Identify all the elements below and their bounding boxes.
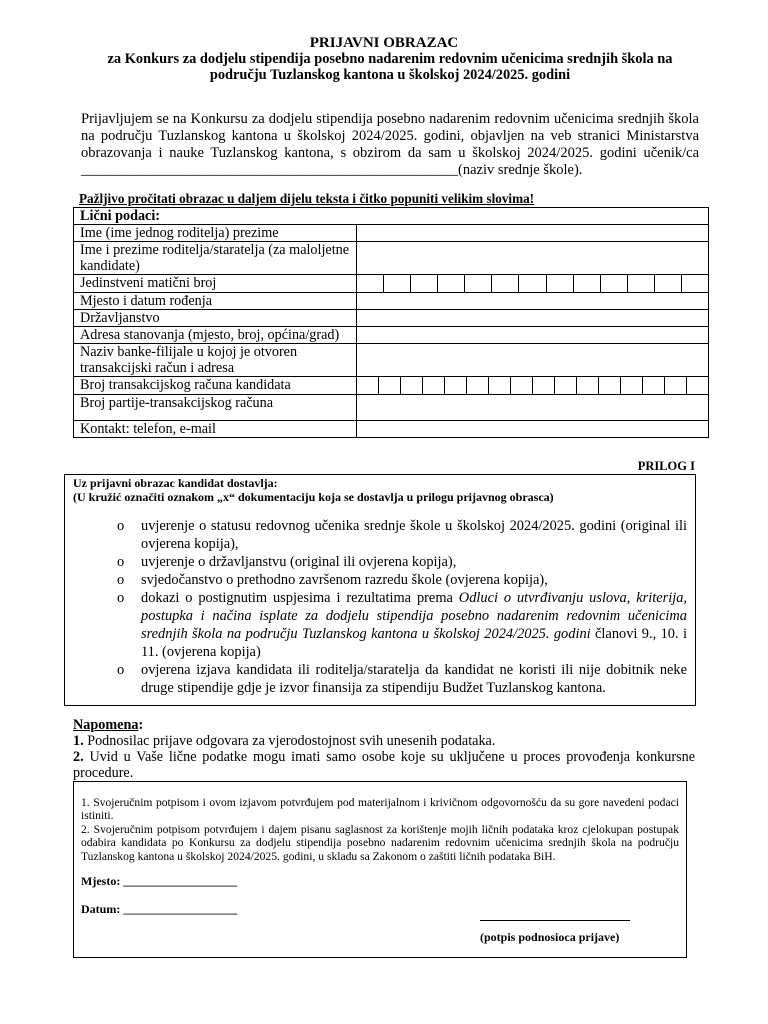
signature-line[interactable]: [480, 920, 630, 921]
documents-heading-line1: Uz prijavni obrazac kandidat dostavlja:: [73, 476, 278, 490]
declaration-1: 1. Svojeručnim potpisom i ovom izjavom potvrđujem pod materijalnom i krivičnom odgovornošću da su gore navedeni podaci istiniti.: [81, 796, 679, 823]
row-label-party: Broj partije-transakcijskog računa: [74, 395, 357, 421]
documents-heading-line2: (U kružić označiti oznakom „x“ dokumentaciju koja se dostavlja u prilogu prijavnog obrasca): [73, 490, 554, 504]
declaration-text: [81, 796, 679, 863]
note-heading: Napomena:: [73, 717, 144, 733]
citizenship-field[interactable]: [357, 310, 709, 327]
row-label-account: Broj transakcijskog računa kandidata: [74, 377, 357, 395]
account-boxes[interactable]: [357, 377, 709, 395]
birth-field[interactable]: [357, 293, 709, 310]
document-item-text: dokazi o postignutim uspjesima i rezultatima prema: [141, 590, 459, 606]
document-item[interactable]: o ovjerena izjava kandidata ili roditelja/staratelja da kandidat ne koristi ili nije dobitnik neke druge stipendije gdje je izvor finansija za stipendiju Budžet Tuzlanskog kantona.: [141, 661, 687, 697]
document-item[interactable]: [141, 589, 687, 661]
attachment-label: PRILOG I: [637, 459, 695, 473]
document-item[interactable]: o uvjerenje o državljanstvu (original ili ovjerena kopija),: [141, 553, 687, 571]
bank-field[interactable]: [357, 344, 709, 377]
name-field[interactable]: [357, 225, 709, 242]
document-item-italic: Odluci o utvrđivanju uslova, kriterija, postupka i načina isplate za dodjelu stipendija posebno nadarenim redovnim učenicima srednjih škola na području Tuzlanskog kantona u školskoj 2024/2025. godini: [141, 590, 688, 642]
row-label-contact: Kontakt: telefon, e-mail: [74, 421, 357, 438]
place-field[interactable]: Mjesto: ___________________: [81, 874, 238, 888]
documents-list: [65, 517, 687, 697]
date-field[interactable]: Datum: ___________________: [81, 902, 238, 916]
declaration-2: 2. Svojeručnim potpisom potvrđujem i dajem pisanu saglasnost za korištenje mojih ličnih podataka kroz cjelokupan postupak odabira kandidata po Konkursu za dodjelu stipendija posebno nadarenim redovnim učenicima srednjih škola na području Tuzlanskog kantona u školskoj 2024/2025. godini, u skladu sa Zakonom o zaštiti ličnih podataka BiH.: [81, 822, 679, 863]
personal-heading: Lični podaci:: [74, 208, 709, 225]
instruction-warning: Pažljivo pročitati obrazac u daljem dijelu teksta i čitko popuniti velikim slovima!: [79, 191, 535, 206]
note-number-1: 1.: [73, 733, 84, 749]
document-item-text-end: članovi 9., 10. i 11. (ovjerena kopija): [141, 626, 687, 660]
note-section: [73, 717, 695, 781]
note-text-1: Podnosilac prijave odgovara za vjerodostojnost svih unesenih podataka.: [83, 733, 496, 749]
contact-field[interactable]: [357, 421, 709, 438]
row-label-bank: Naziv banke-filijale u kojoj je otvoren transakcijski račun i adresa: [74, 344, 357, 377]
declaration-box: [73, 781, 687, 958]
page-title: PRIJAVNI OBRAZAC: [309, 35, 459, 51]
address-field[interactable]: [357, 327, 709, 344]
document-item[interactable]: o svjedočanstvo o prethodno završenom razredu škole (ovjerena kopija),: [141, 571, 687, 589]
parent-name-field[interactable]: [357, 242, 709, 275]
personal-data-table: [73, 207, 709, 438]
row-label-parent: Ime i prezime roditelja/staratelja (za maloljetne kandidate): [74, 242, 357, 275]
intro-school-line: godini učenik/ca ____________________________________________________(naziv srednje škole).: [81, 145, 700, 178]
jmbg-boxes[interactable]: [357, 275, 709, 293]
signature-caption: (potpis podnosioca prijave): [480, 930, 620, 944]
row-label-address: Adresa stanovanja (mjesto, broj, općina/grad): [74, 327, 357, 344]
note-number-2: 2.: [73, 749, 84, 765]
note-text-2: Uvid u Vaše lične podatke mogu imati samo osobe koje su uključene u proces provođenja konkursne procedure.: [73, 749, 695, 781]
row-label-name: Ime (ime jednog roditelja) prezime: [74, 225, 357, 242]
intro-paragraph: [81, 111, 699, 179]
party-field[interactable]: [357, 395, 709, 421]
document-item[interactable]: o uvjerenje o statusu redovnog učenika srednje škole u školskoj 2024/2025. godini (original ili ovjerena kopija),: [141, 517, 687, 553]
row-label-jmbg: Jedinstveni matični broj: [74, 275, 357, 293]
documents-box: [64, 474, 696, 706]
page-subtitle: za Konkurs za dodjelu stipendija posebno nadarenim redovnim učenicima srednjih škola na području Tuzlanskog kantona u školskoj 2024/2025. godini: [107, 51, 673, 83]
row-label-citizenship: Državljanstvo: [74, 310, 357, 327]
intro-text: Prijavljujem se na Konkursu za dodjelu stipendija posebno nadarenim redovnim učenicima srednjih škola na području Tuzlanskog kantona u školskoj 2024/2025. godini, objavljen na veb stranici Ministarstva obrazovanja i nauke Tuzlanskog kantona, s obzirom da sam u školskoj 2024/2025.: [81, 111, 699, 161]
row-label-birth: Mjesto i datum rođenja: [74, 293, 357, 310]
documents-heading: [73, 476, 554, 504]
